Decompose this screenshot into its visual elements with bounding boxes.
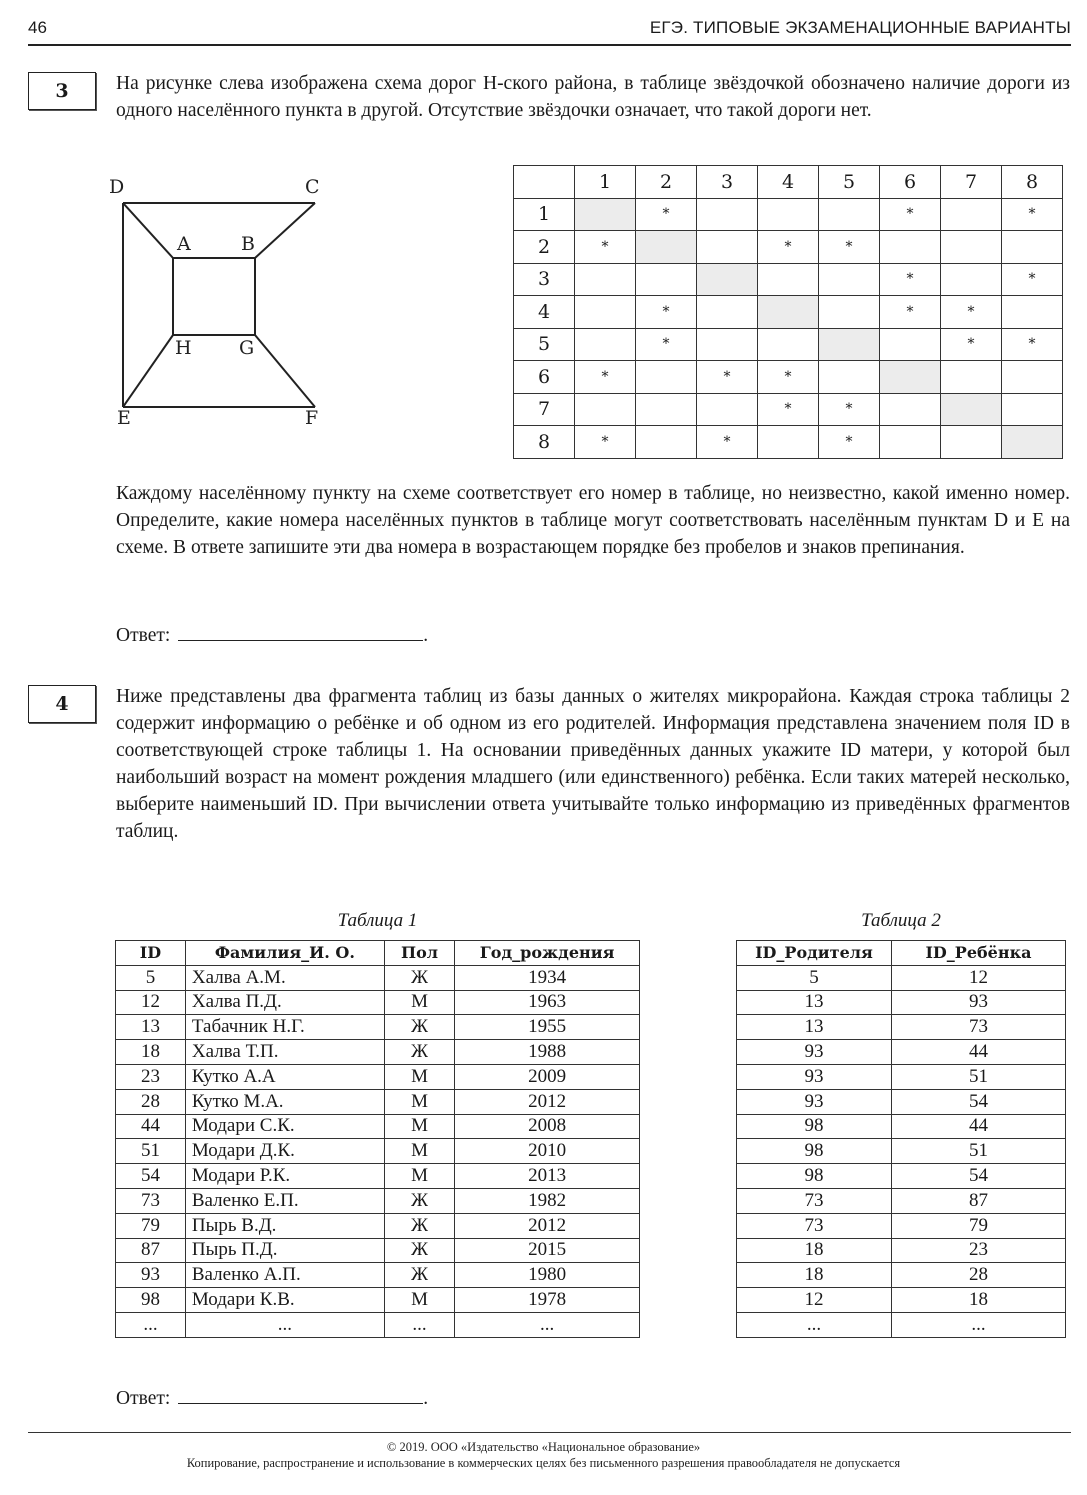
table1-cell: М bbox=[384, 1114, 454, 1139]
matrix-diagonal-cell bbox=[941, 393, 1002, 426]
footer-notice: Копирование, распространение и использование в коммерческих целях без письменного разрешения правообладателя не допускается bbox=[186, 1456, 901, 1470]
table1-cell: 28 bbox=[116, 1089, 186, 1114]
matrix-star-cell: * bbox=[636, 198, 697, 231]
matrix-col-header: 6 bbox=[880, 166, 941, 199]
node-label-G: G bbox=[239, 337, 255, 359]
table1-cell: 1934 bbox=[455, 965, 640, 990]
answer-field[interactable] bbox=[178, 1385, 423, 1404]
matrix-row bbox=[514, 296, 1063, 329]
table2-cell: 18 bbox=[891, 1288, 1065, 1313]
table2-cell: 73 bbox=[891, 1015, 1065, 1040]
table2-cell: 87 bbox=[891, 1188, 1065, 1213]
table2-cell: 44 bbox=[891, 1114, 1065, 1139]
table1-cell: Ж bbox=[384, 1263, 454, 1288]
matrix-col-header: 2 bbox=[636, 166, 697, 199]
table1-cell: 2009 bbox=[455, 1064, 640, 1089]
table2-cell: 5 bbox=[737, 965, 892, 990]
matrix-row-header: 2 bbox=[514, 231, 575, 264]
matrix-star-cell: * bbox=[819, 426, 880, 459]
matrix-empty-cell bbox=[1002, 231, 1063, 264]
matrix-star-cell: * bbox=[880, 296, 941, 329]
table2-cell: 44 bbox=[891, 1040, 1065, 1065]
matrix-empty-cell bbox=[575, 263, 636, 296]
road-graph-svg bbox=[105, 170, 345, 440]
table1-cell: ... bbox=[116, 1312, 186, 1337]
matrix-col-header: 5 bbox=[819, 166, 880, 199]
matrix-empty-cell bbox=[819, 263, 880, 296]
table2-cell: 93 bbox=[737, 1089, 892, 1114]
matrix-diagonal-cell bbox=[697, 263, 758, 296]
table1-cell: 2012 bbox=[455, 1089, 640, 1114]
matrix-row-header: 1 bbox=[514, 198, 575, 231]
table1-cell: ... bbox=[384, 1312, 454, 1337]
table1-cell: 2015 bbox=[455, 1238, 640, 1263]
matrix-empty-cell bbox=[636, 361, 697, 394]
road-graph bbox=[105, 170, 345, 440]
table2-cell: 93 bbox=[737, 1064, 892, 1089]
table2-row bbox=[737, 1312, 1066, 1337]
table2-cell: 12 bbox=[891, 965, 1065, 990]
table1-cell: Ж bbox=[384, 1238, 454, 1263]
table1-cell: Кутко М.А. bbox=[185, 1089, 384, 1114]
task4-text-body: Ниже представлены два фрагмента таблиц из базы данных о жителях микрорайона. Каждая строка таблицы 2 содержит информацию о ребёнке и об одном из его родителей. Информация представлена значением поля ID в соответствующей строке таблицы 1. На основании приведённых данных укажите ID матери, у которой был наибольший возраст на момент рождения младшего (или единственного) ребёнка. Если таких матерей несколько, выберите наименьший ID. При вычислении ответа учитывайте только информацию из приведённых фрагментов таблиц. bbox=[116, 686, 1070, 842]
table1-row bbox=[116, 965, 640, 990]
road-H-E bbox=[123, 335, 173, 407]
table2-row bbox=[737, 1015, 1066, 1040]
table2-cell: 93 bbox=[891, 990, 1065, 1015]
table1-column-header: Фамилия_И. О. bbox=[185, 941, 384, 966]
matrix-diagonal-cell bbox=[758, 296, 819, 329]
table2-cell: 51 bbox=[891, 1139, 1065, 1164]
matrix-empty-cell bbox=[941, 361, 1002, 394]
page-header bbox=[28, 14, 1071, 46]
task3-answer bbox=[116, 622, 428, 647]
table1-row bbox=[116, 1263, 640, 1288]
matrix-empty-cell bbox=[697, 328, 758, 361]
table1-cell: 12 bbox=[116, 990, 186, 1015]
table1-cell: 98 bbox=[116, 1288, 186, 1313]
table1-cell: Модари Д.К. bbox=[185, 1139, 384, 1164]
task-number-box: 3 bbox=[28, 72, 96, 110]
table2-cell: 18 bbox=[737, 1238, 892, 1263]
task3-question-text: Каждому населённому пункту на схеме соответствует его номер в таблице, но неизвестно, какой именно номер. Определите, какие номера населённых пунктов в таблице могут соответствовать населённым пунктам D и E на схеме. В ответе запишите эти два номера в возрастающем порядке без пробелов и знаков препинания. bbox=[116, 483, 1070, 558]
table1-cell: Модари С.К. bbox=[185, 1114, 384, 1139]
table1-cell: М bbox=[384, 1288, 454, 1313]
table1-cell: 87 bbox=[116, 1238, 186, 1263]
table1 bbox=[115, 940, 640, 1338]
matrix-col-header: 4 bbox=[758, 166, 819, 199]
table2-row bbox=[737, 1188, 1066, 1213]
matrix-empty-cell bbox=[1002, 393, 1063, 426]
matrix-empty-cell bbox=[880, 231, 941, 264]
table2-row bbox=[737, 1238, 1066, 1263]
table1-cell: Ж bbox=[384, 1188, 454, 1213]
adjacency-matrix bbox=[513, 165, 1063, 459]
table2-cell: 54 bbox=[891, 1164, 1065, 1189]
table1-cell: Халва Т.П. bbox=[185, 1040, 384, 1065]
table2-header-row bbox=[737, 941, 1066, 966]
road-D-A bbox=[123, 203, 173, 258]
node-label-F: F bbox=[305, 407, 319, 429]
table1-cell: Модари К.В. bbox=[185, 1288, 384, 1313]
table1-row bbox=[116, 1213, 640, 1238]
table1-cell: Ж bbox=[384, 965, 454, 990]
matrix-row bbox=[514, 361, 1063, 394]
matrix-empty-cell bbox=[758, 328, 819, 361]
matrix-star-cell: * bbox=[819, 393, 880, 426]
table1-row bbox=[116, 1139, 640, 1164]
matrix-empty-cell bbox=[697, 393, 758, 426]
matrix-empty-cell bbox=[880, 393, 941, 426]
table1-cell: 13 bbox=[116, 1015, 186, 1040]
task3-intro-text: На рисунке слева изображена схема дорог Н-ского района, в таблице звёздочкой обозначено наличие дороги из одного населённого пункта в другой. Отсутствие звёздочки означает, что такой дороги нет. bbox=[116, 73, 1070, 121]
table1-cell: Валенко Е.П. bbox=[185, 1188, 384, 1213]
table1-row bbox=[116, 1164, 640, 1189]
node-label-E: E bbox=[117, 407, 131, 429]
matrix-star-cell: * bbox=[636, 296, 697, 329]
table2-cell: 23 bbox=[891, 1238, 1065, 1263]
table1-cell: Ж bbox=[384, 1040, 454, 1065]
table1-cell: Модари Р.К. bbox=[185, 1164, 384, 1189]
matrix-empty-cell bbox=[1002, 296, 1063, 329]
table2-cell: 79 bbox=[891, 1213, 1065, 1238]
matrix-empty-cell bbox=[819, 296, 880, 329]
table2-cell: 98 bbox=[737, 1164, 892, 1189]
matrix-empty-cell bbox=[880, 328, 941, 361]
table2-cell: 73 bbox=[737, 1188, 892, 1213]
table1-cell: 51 bbox=[116, 1139, 186, 1164]
table1-column-header: Год_рождения bbox=[455, 941, 640, 966]
table1-cell: М bbox=[384, 1089, 454, 1114]
table1-row bbox=[116, 990, 640, 1015]
table2-row bbox=[737, 1263, 1066, 1288]
matrix-empty-cell bbox=[636, 393, 697, 426]
table2-row bbox=[737, 965, 1066, 990]
matrix-header-row bbox=[514, 166, 1063, 199]
table1-cell: 79 bbox=[116, 1213, 186, 1238]
page-number: 46 bbox=[28, 18, 47, 37]
matrix-row bbox=[514, 393, 1063, 426]
matrix-row bbox=[514, 263, 1063, 296]
table1-column-header: ID bbox=[116, 941, 186, 966]
task4-text bbox=[116, 683, 1070, 845]
table1-row bbox=[116, 1040, 640, 1065]
matrix-star-cell: * bbox=[941, 296, 1002, 329]
table2-column-header: ID_Родителя bbox=[737, 941, 892, 966]
matrix-empty-cell bbox=[697, 231, 758, 264]
matrix-diagonal-cell bbox=[575, 198, 636, 231]
table1-cell: 1982 bbox=[455, 1188, 640, 1213]
matrix-diagonal-cell bbox=[819, 328, 880, 361]
matrix-star-cell: * bbox=[758, 361, 819, 394]
table1-row bbox=[116, 1288, 640, 1313]
matrix-star-cell: * bbox=[1002, 328, 1063, 361]
matrix-empty-cell bbox=[575, 296, 636, 329]
table1-cell: 1980 bbox=[455, 1263, 640, 1288]
task4-answer bbox=[116, 1385, 428, 1410]
table1-cell: 54 bbox=[116, 1164, 186, 1189]
table1-row bbox=[116, 1114, 640, 1139]
matrix-row-header: 8 bbox=[514, 426, 575, 459]
table2 bbox=[736, 940, 1066, 1338]
table2-row bbox=[737, 1064, 1066, 1089]
matrix-row bbox=[514, 231, 1063, 264]
table1-caption: Таблица 1 bbox=[337, 910, 418, 931]
table2-column-header: ID_Ребёнка bbox=[891, 941, 1065, 966]
matrix-col-header: 1 bbox=[575, 166, 636, 199]
table1-cell: ... bbox=[455, 1312, 640, 1337]
table2-cell: 18 bbox=[737, 1263, 892, 1288]
table1-cell: Пырь П.Д. bbox=[185, 1238, 384, 1263]
table1-cell: 2010 bbox=[455, 1139, 640, 1164]
table1-cell: 1963 bbox=[455, 990, 640, 1015]
table1-cell: 1988 bbox=[455, 1040, 640, 1065]
table2-row bbox=[737, 1213, 1066, 1238]
matrix-col-header: 3 bbox=[697, 166, 758, 199]
matrix-empty-cell bbox=[575, 393, 636, 426]
table1-cell: 93 bbox=[116, 1263, 186, 1288]
matrix-empty-cell bbox=[941, 198, 1002, 231]
matrix-corner bbox=[514, 166, 575, 199]
table1-cell: Табачник Н.Г. bbox=[185, 1015, 384, 1040]
task3-question bbox=[116, 480, 1070, 561]
table2-cell: 98 bbox=[737, 1139, 892, 1164]
answer-period: . bbox=[423, 1388, 429, 1409]
matrix-empty-cell bbox=[697, 296, 758, 329]
matrix-star-cell: * bbox=[758, 393, 819, 426]
table1-cell: 18 bbox=[116, 1040, 186, 1065]
node-label-H: H bbox=[175, 337, 192, 359]
table1-cell: 2012 bbox=[455, 1213, 640, 1238]
answer-period: . bbox=[423, 625, 429, 646]
table1-cell: Халва П.Д. bbox=[185, 990, 384, 1015]
matrix-star-cell: * bbox=[575, 231, 636, 264]
running-title: ЕГЭ. ТИПОВЫЕ ЭКЗАМЕНАЦИОННЫЕ ВАРИАНТЫ bbox=[649, 18, 1071, 37]
matrix-star-cell: * bbox=[575, 361, 636, 394]
matrix-empty-cell bbox=[758, 198, 819, 231]
task-number-box: 4 bbox=[28, 685, 96, 723]
table2-cell: 73 bbox=[737, 1213, 892, 1238]
table2-cell: ... bbox=[737, 1312, 892, 1337]
road-C-B bbox=[255, 203, 315, 258]
table1-cell: 2008 bbox=[455, 1114, 640, 1139]
table2-row bbox=[737, 990, 1066, 1015]
matrix-diagonal-cell bbox=[636, 231, 697, 264]
matrix-empty-cell bbox=[941, 231, 1002, 264]
answer-label: Ответ: bbox=[116, 1388, 171, 1409]
matrix-empty-cell bbox=[758, 426, 819, 459]
table2-cell: 13 bbox=[737, 990, 892, 1015]
table1-cell: Ж bbox=[384, 1213, 454, 1238]
matrix-empty-cell bbox=[758, 263, 819, 296]
table1-cell: Ж bbox=[384, 1015, 454, 1040]
table1-cell: 44 bbox=[116, 1114, 186, 1139]
table1-cell: 1955 bbox=[455, 1015, 640, 1040]
table1-cell: М bbox=[384, 1139, 454, 1164]
table2-caption: Таблица 2 bbox=[861, 910, 941, 931]
table1-cell: Валенко А.П. bbox=[185, 1263, 384, 1288]
node-label-A: A bbox=[177, 233, 191, 255]
matrix-col-header: 7 bbox=[941, 166, 1002, 199]
table2-cell: 98 bbox=[737, 1114, 892, 1139]
table1-row bbox=[116, 1238, 640, 1263]
matrix-empty-cell bbox=[941, 426, 1002, 459]
table1-cell: Халва А.М. bbox=[185, 965, 384, 990]
matrix-star-cell: * bbox=[575, 426, 636, 459]
matrix-diagonal-cell bbox=[1002, 426, 1063, 459]
table1-cell: М bbox=[384, 1064, 454, 1089]
matrix-star-cell: * bbox=[1002, 263, 1063, 296]
table1-row bbox=[116, 1312, 640, 1337]
matrix-empty-cell bbox=[880, 426, 941, 459]
table1-cell: Пырь В.Д. bbox=[185, 1213, 384, 1238]
matrix-row-header: 6 bbox=[514, 361, 575, 394]
table2-row bbox=[737, 1040, 1066, 1065]
matrix-empty-cell bbox=[636, 426, 697, 459]
matrix-empty-cell bbox=[575, 328, 636, 361]
matrix-empty-cell bbox=[941, 263, 1002, 296]
task3-intro bbox=[116, 70, 1070, 124]
table1-header-row bbox=[116, 941, 640, 966]
table2-cell: 13 bbox=[737, 1015, 892, 1040]
matrix-star-cell: * bbox=[697, 361, 758, 394]
matrix-row-header: 3 bbox=[514, 263, 575, 296]
matrix-star-cell: * bbox=[758, 231, 819, 264]
table1-cell: Кутко А.А bbox=[185, 1064, 384, 1089]
table1-cell: 73 bbox=[116, 1188, 186, 1213]
matrix-row-header: 4 bbox=[514, 296, 575, 329]
matrix-star-cell: * bbox=[697, 426, 758, 459]
matrix-row-header: 7 bbox=[514, 393, 575, 426]
answer-field[interactable] bbox=[178, 622, 423, 641]
matrix-star-cell: * bbox=[819, 231, 880, 264]
matrix-row bbox=[514, 328, 1063, 361]
matrix-star-cell: * bbox=[636, 328, 697, 361]
table2-row bbox=[737, 1114, 1066, 1139]
matrix-empty-cell bbox=[819, 198, 880, 231]
table1-row bbox=[116, 1015, 640, 1040]
table1-cell: 23 bbox=[116, 1064, 186, 1089]
table1-cell: 2013 bbox=[455, 1164, 640, 1189]
table2-row bbox=[737, 1288, 1066, 1313]
matrix-star-cell: * bbox=[880, 263, 941, 296]
table2-cell: 93 bbox=[737, 1040, 892, 1065]
table2-cell: 28 bbox=[891, 1263, 1065, 1288]
table1-cell: М bbox=[384, 1164, 454, 1189]
table2-row bbox=[737, 1164, 1066, 1189]
matrix-star-cell: * bbox=[941, 328, 1002, 361]
matrix-diagonal-cell bbox=[880, 361, 941, 394]
matrix-empty-cell bbox=[636, 263, 697, 296]
footer-copyright: © 2019. ООО «Издательство «Национальное образование» bbox=[386, 1440, 701, 1454]
node-label-B: B bbox=[241, 233, 255, 255]
table1-row bbox=[116, 1188, 640, 1213]
matrix-star-cell: * bbox=[880, 198, 941, 231]
table2-cell: ... bbox=[891, 1312, 1065, 1337]
matrix-empty-cell bbox=[819, 361, 880, 394]
matrix-star-cell: * bbox=[1002, 198, 1063, 231]
table1-cell: ... bbox=[185, 1312, 384, 1337]
table1-cell: М bbox=[384, 990, 454, 1015]
node-label-D: D bbox=[109, 176, 125, 198]
table2-row bbox=[737, 1139, 1066, 1164]
matrix-row bbox=[514, 198, 1063, 231]
matrix-empty-cell bbox=[1002, 361, 1063, 394]
road-G-F bbox=[255, 335, 315, 407]
table1-column-header: Пол bbox=[384, 941, 454, 966]
table1-cell: 5 bbox=[116, 965, 186, 990]
node-label-C: C bbox=[305, 176, 320, 198]
matrix-empty-cell bbox=[697, 198, 758, 231]
answer-label: Ответ: bbox=[116, 625, 171, 646]
table2-cell: 12 bbox=[737, 1288, 892, 1313]
table1-cell: 1978 bbox=[455, 1288, 640, 1313]
table1-row bbox=[116, 1089, 640, 1114]
matrix-col-header: 8 bbox=[1002, 166, 1063, 199]
table1-row bbox=[116, 1064, 640, 1089]
table2-cell: 54 bbox=[891, 1089, 1065, 1114]
table2-row bbox=[737, 1089, 1066, 1114]
matrix-row-header: 5 bbox=[514, 328, 575, 361]
footer-divider bbox=[28, 1432, 1071, 1433]
matrix-row bbox=[514, 426, 1063, 459]
table2-cell: 51 bbox=[891, 1064, 1065, 1089]
